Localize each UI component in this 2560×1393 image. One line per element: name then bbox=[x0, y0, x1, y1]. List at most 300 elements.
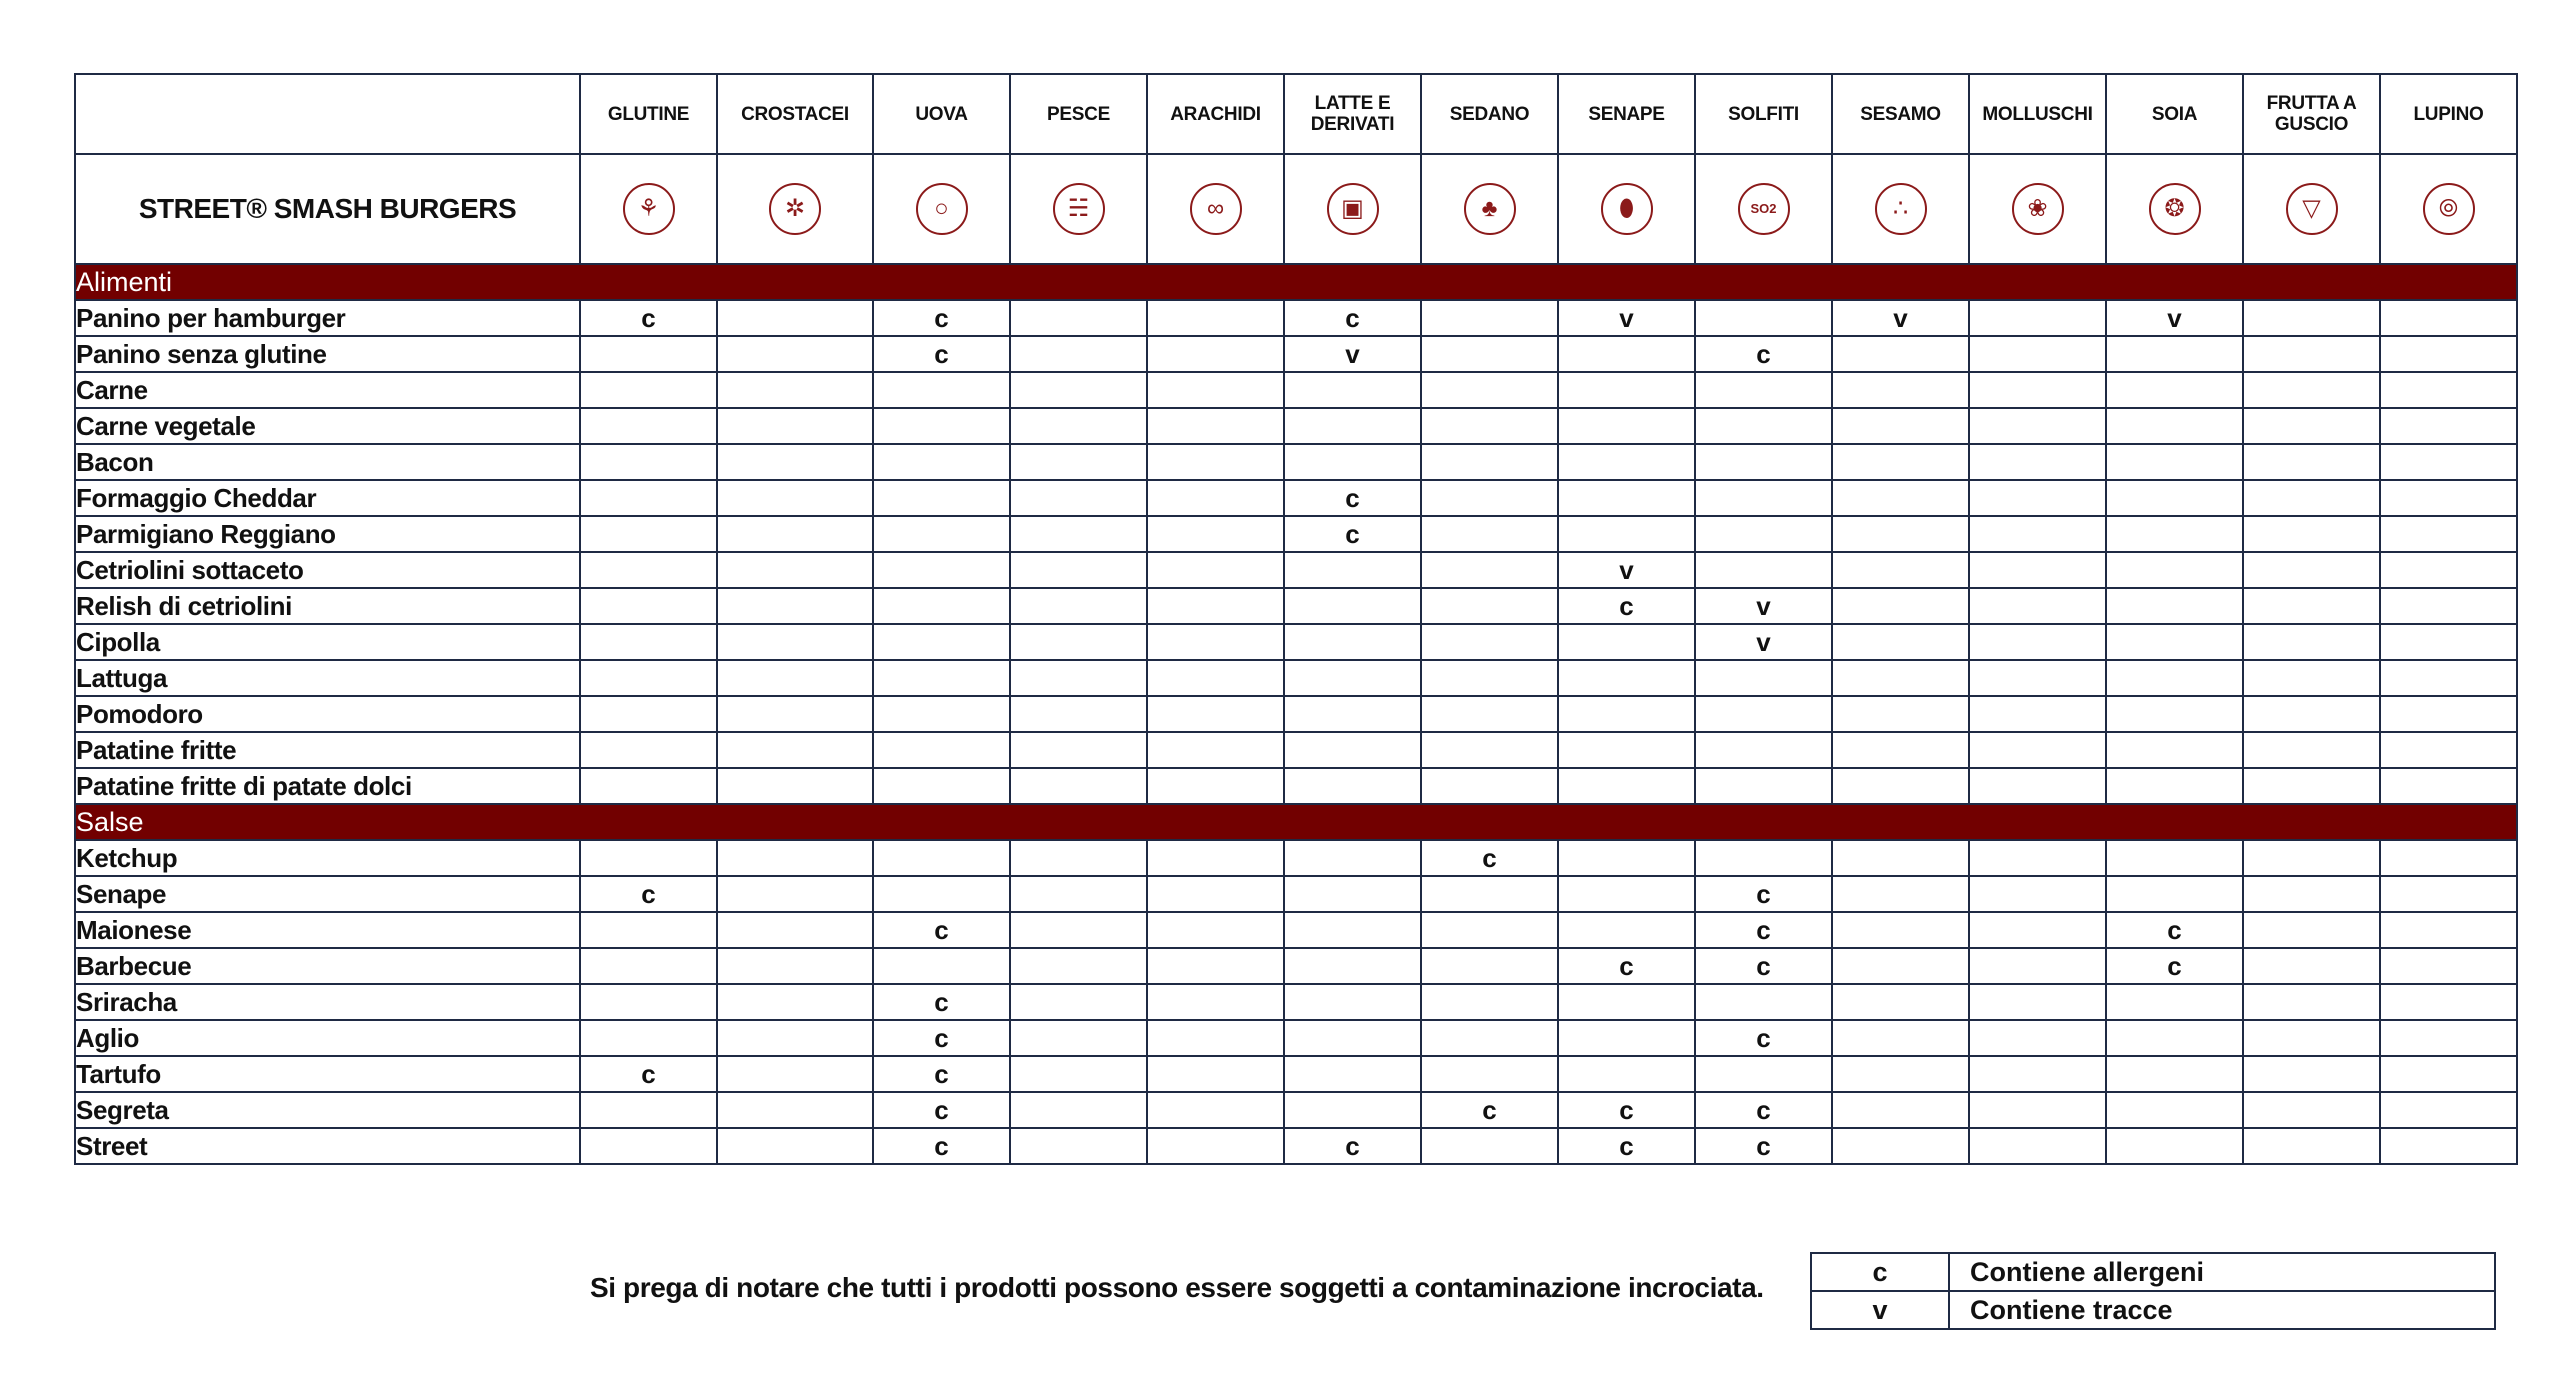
allergen-mark-cell bbox=[1969, 624, 2106, 660]
item-name: Cipolla bbox=[75, 624, 580, 660]
allergen-mark-cell bbox=[717, 1092, 873, 1128]
allergen-mark-cell bbox=[1147, 1020, 1284, 1056]
allergen-mark-cell bbox=[1010, 840, 1147, 876]
allergen-mark-cell bbox=[580, 768, 717, 804]
allergen-mark-cell bbox=[2106, 660, 2243, 696]
allergen-mark-cell bbox=[717, 624, 873, 660]
item-name: Panino senza glutine bbox=[75, 336, 580, 372]
allergen-mark-cell bbox=[1010, 588, 1147, 624]
allergen-mark-cell bbox=[1421, 732, 1558, 768]
table-row bbox=[75, 984, 2517, 1020]
allergen-mark-cell bbox=[2243, 1128, 2380, 1164]
allergen-mark-cell bbox=[1421, 984, 1558, 1020]
allergen-mark-cell bbox=[2106, 336, 2243, 372]
allergen-mark-cell bbox=[1284, 912, 1421, 948]
allergen-mark-cell bbox=[1284, 624, 1421, 660]
allergen-mark-cell bbox=[1421, 768, 1558, 804]
allergen-mark-cell bbox=[1421, 336, 1558, 372]
legend-text: Contiene allergeni bbox=[1949, 1253, 2495, 1291]
allergen-mark-cell bbox=[2106, 1056, 2243, 1092]
allergen-mark-cell bbox=[1558, 660, 1695, 696]
allergen-mark-cell bbox=[1010, 444, 1147, 480]
so2-icon: SO2 bbox=[1738, 183, 1790, 235]
allergen-header-lupino: LUPINO bbox=[2380, 74, 2517, 154]
egg-icon: ○ bbox=[916, 183, 968, 235]
allergen-mark-cell bbox=[2243, 1020, 2380, 1056]
allergen-mark-cell bbox=[580, 1128, 717, 1164]
allergen-mark-cell bbox=[2106, 732, 2243, 768]
allergen-mark-cell bbox=[717, 948, 873, 984]
allergen-mark-cell bbox=[1969, 840, 2106, 876]
allergen-mark-cell bbox=[1147, 948, 1284, 984]
allergen-mark-cell bbox=[1010, 516, 1147, 552]
allergen-mark-cell bbox=[1284, 768, 1421, 804]
allergen-mark-cell bbox=[1147, 336, 1284, 372]
allergen-mark-cell bbox=[1010, 660, 1147, 696]
allergen-mark-cell bbox=[1832, 840, 1969, 876]
mustard-drop-icon: ⬮ bbox=[1601, 183, 1653, 235]
allergen-mark-cell bbox=[717, 372, 873, 408]
allergen-mark-cell bbox=[580, 660, 717, 696]
table-row bbox=[75, 948, 2517, 984]
allergen-mark-cell bbox=[717, 732, 873, 768]
allergen-mark-cell bbox=[1832, 336, 1969, 372]
legend-symbol: v bbox=[1811, 1291, 1949, 1329]
allergen-mark-cell bbox=[1421, 912, 1558, 948]
allergen-header-arachidi: ARACHIDI bbox=[1147, 74, 1284, 154]
allergen-mark-cell bbox=[1832, 1020, 1969, 1056]
allergen-icon-cell bbox=[1010, 154, 1147, 264]
allergen-icon-cell bbox=[2380, 154, 2517, 264]
allergen-mark-cell bbox=[1558, 912, 1695, 948]
section-title: Alimenti bbox=[75, 264, 2517, 300]
allergen-mark-cell bbox=[717, 444, 873, 480]
allergen-mark-cell bbox=[1832, 1056, 1969, 1092]
allergen-mark-cell bbox=[873, 588, 1010, 624]
allergen-mark-cell bbox=[1695, 660, 1832, 696]
allergen-mark-cell bbox=[2106, 876, 2243, 912]
item-name: Lattuga bbox=[75, 660, 580, 696]
table-row bbox=[75, 768, 2517, 804]
allergen-mark-cell: c bbox=[580, 876, 717, 912]
allergen-header-soia: SOIA bbox=[2106, 74, 2243, 154]
item-name: Carne vegetale bbox=[75, 408, 580, 444]
allergen-mark-cell bbox=[2380, 948, 2517, 984]
legend-row bbox=[1811, 1291, 2495, 1329]
allergen-icon-cell bbox=[1558, 154, 1695, 264]
allergen-mark-cell bbox=[1147, 480, 1284, 516]
allergen-mark-cell bbox=[1695, 696, 1832, 732]
allergen-icon-row bbox=[75, 154, 2517, 264]
allergen-mark-cell bbox=[717, 516, 873, 552]
soy-icon: ❂ bbox=[2149, 183, 2201, 235]
allergen-mark-cell bbox=[2106, 408, 2243, 444]
allergen-mark-cell bbox=[2243, 588, 2380, 624]
allergen-mark-cell bbox=[1558, 984, 1695, 1020]
brand-title: STREET® SMASH BURGERS bbox=[75, 154, 580, 264]
legend-symbol: c bbox=[1811, 1253, 1949, 1291]
allergen-mark-cell bbox=[1832, 660, 1969, 696]
allergen-mark-cell bbox=[1695, 552, 1832, 588]
table-row bbox=[75, 1056, 2517, 1092]
allergen-mark-cell bbox=[873, 408, 1010, 444]
allergen-mark-cell bbox=[580, 732, 717, 768]
allergen-mark-cell bbox=[2380, 876, 2517, 912]
allergen-mark-cell bbox=[580, 516, 717, 552]
allergen-mark-cell bbox=[2243, 552, 2380, 588]
allergen-mark-cell bbox=[1147, 624, 1284, 660]
allergen-mark-cell bbox=[1010, 1128, 1147, 1164]
allergen-mark-cell: c bbox=[873, 1020, 1010, 1056]
allergen-mark-cell bbox=[1558, 1056, 1695, 1092]
allergen-mark-cell bbox=[1147, 516, 1284, 552]
allergen-mark-cell bbox=[1147, 768, 1284, 804]
allergen-mark-cell bbox=[2380, 660, 2517, 696]
allergen-mark-cell bbox=[1969, 912, 2106, 948]
allergen-mark-cell bbox=[2380, 1056, 2517, 1092]
allergen-mark-cell bbox=[1147, 732, 1284, 768]
allergen-mark-cell bbox=[2243, 840, 2380, 876]
milk-icon: ▣ bbox=[1327, 183, 1379, 235]
allergen-mark-cell: c bbox=[1284, 300, 1421, 336]
item-name: Relish di cetriolini bbox=[75, 588, 580, 624]
allergen-mark-cell bbox=[2106, 444, 2243, 480]
item-name: Formaggio Cheddar bbox=[75, 480, 580, 516]
allergen-mark-cell bbox=[1421, 1020, 1558, 1056]
allergen-mark-cell bbox=[1832, 480, 1969, 516]
allergen-mark-cell bbox=[2243, 444, 2380, 480]
allergen-mark-cell bbox=[2106, 1128, 2243, 1164]
allergen-icon-cell bbox=[873, 154, 1010, 264]
allergen-mark-cell bbox=[2106, 516, 2243, 552]
allergen-mark-cell bbox=[1010, 408, 1147, 444]
allergen-mark-cell bbox=[1695, 444, 1832, 480]
table-row bbox=[75, 588, 2517, 624]
allergen-mark-cell bbox=[873, 876, 1010, 912]
allergen-mark-cell bbox=[717, 876, 873, 912]
allergen-mark-cell bbox=[2243, 300, 2380, 336]
table-row bbox=[75, 1128, 2517, 1164]
allergen-mark-cell bbox=[1558, 372, 1695, 408]
allergen-mark-cell: v bbox=[1558, 300, 1695, 336]
allergen-mark-cell bbox=[580, 840, 717, 876]
section-header-row bbox=[75, 264, 2517, 300]
allergen-mark-cell bbox=[1695, 480, 1832, 516]
nut-icon: ▽ bbox=[2286, 183, 2338, 235]
allergen-mark-cell bbox=[1147, 1128, 1284, 1164]
item-name: Sriracha bbox=[75, 984, 580, 1020]
allergen-mark-cell bbox=[2380, 732, 2517, 768]
allergen-mark-cell bbox=[1832, 1128, 1969, 1164]
allergen-mark-cell bbox=[2243, 480, 2380, 516]
allergen-mark-cell: c bbox=[1558, 1128, 1695, 1164]
allergen-mark-cell bbox=[1969, 948, 2106, 984]
allergen-mark-cell bbox=[717, 1056, 873, 1092]
allergen-mark-cell bbox=[1284, 1092, 1421, 1128]
allergen-mark-cell bbox=[2243, 624, 2380, 660]
allergen-mark-cell: c bbox=[1421, 1092, 1558, 1128]
allergen-mark-cell bbox=[1010, 1092, 1147, 1128]
allergen-mark-cell bbox=[1010, 876, 1147, 912]
allergen-mark-cell bbox=[2106, 696, 2243, 732]
allergen-mark-cell bbox=[1284, 588, 1421, 624]
celery-icon: ♣ bbox=[1464, 183, 1516, 235]
allergen-mark-cell bbox=[1695, 300, 1832, 336]
item-name: Barbecue bbox=[75, 948, 580, 984]
allergen-mark-cell bbox=[1969, 660, 2106, 696]
allergen-mark-cell bbox=[1147, 1056, 1284, 1092]
item-name: Parmigiano Reggiano bbox=[75, 516, 580, 552]
allergen-mark-cell bbox=[1969, 1092, 2106, 1128]
item-name: Panino per hamburger bbox=[75, 300, 580, 336]
allergen-mark-cell bbox=[1010, 624, 1147, 660]
allergen-mark-cell bbox=[873, 516, 1010, 552]
allergen-mark-cell bbox=[2380, 1092, 2517, 1128]
allergen-mark-cell bbox=[873, 552, 1010, 588]
allergen-mark-cell bbox=[2243, 948, 2380, 984]
allergen-mark-cell bbox=[1695, 984, 1832, 1020]
allergen-mark-cell bbox=[2380, 552, 2517, 588]
item-name: Patatine fritte bbox=[75, 732, 580, 768]
table-row bbox=[75, 552, 2517, 588]
allergen-mark-cell bbox=[1147, 408, 1284, 444]
allergen-mark-cell bbox=[717, 912, 873, 948]
allergen-mark-cell bbox=[873, 660, 1010, 696]
allergen-mark-cell bbox=[717, 552, 873, 588]
allergen-mark-cell: c bbox=[873, 336, 1010, 372]
allergen-mark-cell bbox=[717, 768, 873, 804]
allergen-mark-cell: c bbox=[873, 1056, 1010, 1092]
allergen-mark-cell: c bbox=[1558, 1092, 1695, 1128]
item-name: Ketchup bbox=[75, 840, 580, 876]
allergen-mark-cell bbox=[2243, 336, 2380, 372]
allergen-mark-cell bbox=[2106, 480, 2243, 516]
allergen-mark-cell: v bbox=[1695, 588, 1832, 624]
allergen-mark-cell bbox=[1832, 948, 1969, 984]
allergen-mark-cell bbox=[2106, 768, 2243, 804]
table-row bbox=[75, 624, 2517, 660]
allergen-mark-cell bbox=[873, 696, 1010, 732]
allergen-mark-cell: c bbox=[1695, 1128, 1832, 1164]
allergen-mark-cell bbox=[1558, 444, 1695, 480]
allergen-mark-cell bbox=[717, 840, 873, 876]
allergen-mark-cell bbox=[1558, 516, 1695, 552]
allergen-mark-cell bbox=[1147, 588, 1284, 624]
allergen-mark-cell bbox=[1558, 1020, 1695, 1056]
item-name: Bacon bbox=[75, 444, 580, 480]
table-row bbox=[75, 732, 2517, 768]
allergen-mark-cell bbox=[2380, 372, 2517, 408]
allergen-mark-cell bbox=[1558, 696, 1695, 732]
allergen-mark-cell bbox=[1010, 912, 1147, 948]
allergen-mark-cell bbox=[2243, 984, 2380, 1020]
allergen-mark-cell bbox=[1147, 876, 1284, 912]
allergen-icon-cell bbox=[1832, 154, 1969, 264]
allergen-mark-cell bbox=[1421, 1128, 1558, 1164]
allergen-mark-cell: c bbox=[873, 1128, 1010, 1164]
allergen-mark-cell bbox=[1284, 696, 1421, 732]
peanut-icon: ∞ bbox=[1190, 183, 1242, 235]
allergen-mark-cell bbox=[2243, 1056, 2380, 1092]
allergen-mark-cell bbox=[1969, 1020, 2106, 1056]
allergen-mark-cell: c bbox=[873, 300, 1010, 336]
allergen-mark-cell bbox=[580, 624, 717, 660]
allergen-mark-cell bbox=[2243, 372, 2380, 408]
table-row bbox=[75, 372, 2517, 408]
legend-text: Contiene tracce bbox=[1949, 1291, 2495, 1329]
allergen-mark-cell bbox=[1832, 552, 1969, 588]
allergen-mark-cell bbox=[2380, 516, 2517, 552]
allergen-mark-cell bbox=[717, 984, 873, 1020]
allergen-mark-cell bbox=[1421, 480, 1558, 516]
item-name: Pomodoro bbox=[75, 696, 580, 732]
allergen-mark-cell bbox=[580, 480, 717, 516]
table-row bbox=[75, 696, 2517, 732]
allergen-mark-cell bbox=[1284, 408, 1421, 444]
allergen-mark-cell bbox=[1969, 300, 2106, 336]
allergen-mark-cell bbox=[1695, 840, 1832, 876]
allergen-mark-cell bbox=[1832, 732, 1969, 768]
allergen-mark-cell bbox=[1832, 984, 1969, 1020]
allergen-mark-cell: c bbox=[580, 300, 717, 336]
item-name: Patatine fritte di patate dolci bbox=[75, 768, 580, 804]
allergen-mark-cell bbox=[2380, 588, 2517, 624]
allergen-header-glutine: GLUTINE bbox=[580, 74, 717, 154]
allergen-icon-cell bbox=[1147, 154, 1284, 264]
allergen-mark-cell bbox=[1969, 336, 2106, 372]
allergen-mark-cell bbox=[1558, 876, 1695, 912]
allergen-mark-cell bbox=[2380, 1020, 2517, 1056]
allergen-mark-cell bbox=[1284, 948, 1421, 984]
allergen-mark-cell bbox=[1284, 660, 1421, 696]
lupin-icon: ⦾ bbox=[2423, 183, 2475, 235]
allergen-mark-cell bbox=[1421, 408, 1558, 444]
allergen-mark-cell bbox=[2106, 588, 2243, 624]
table-row bbox=[75, 300, 2517, 336]
allergen-mark-cell bbox=[1010, 1056, 1147, 1092]
allergen-mark-cell bbox=[1147, 300, 1284, 336]
table-row bbox=[75, 1020, 2517, 1056]
legend-table bbox=[1810, 1252, 2496, 1330]
allergen-mark-cell bbox=[1969, 588, 2106, 624]
allergen-mark-cell bbox=[717, 336, 873, 372]
table-row bbox=[75, 1092, 2517, 1128]
allergen-mark-cell: c bbox=[1558, 588, 1695, 624]
allergen-header-solfiti: SOLFITI bbox=[1695, 74, 1832, 154]
allergen-mark-cell bbox=[717, 660, 873, 696]
allergen-mark-cell bbox=[1284, 1056, 1421, 1092]
allergen-mark-cell bbox=[1421, 948, 1558, 984]
allergen-mark-cell: c bbox=[2106, 912, 2243, 948]
allergen-mark-cell bbox=[1010, 552, 1147, 588]
allergen-mark-cell: c bbox=[1421, 840, 1558, 876]
allergen-mark-cell bbox=[1147, 696, 1284, 732]
allergen-icon-cell bbox=[1421, 154, 1558, 264]
allergen-mark-cell bbox=[2380, 984, 2517, 1020]
allergen-mark-cell bbox=[1832, 588, 1969, 624]
allergen-mark-cell bbox=[1832, 876, 1969, 912]
allergen-mark-cell bbox=[1010, 372, 1147, 408]
allergen-mark-cell bbox=[1832, 1092, 1969, 1128]
allergen-mark-cell bbox=[1695, 372, 1832, 408]
allergen-mark-cell bbox=[1421, 300, 1558, 336]
header-empty-cell bbox=[75, 74, 580, 154]
allergen-mark-cell bbox=[2243, 660, 2380, 696]
allergen-mark-cell: c bbox=[1284, 516, 1421, 552]
allergen-mark-cell bbox=[1558, 732, 1695, 768]
allergen-mark-cell bbox=[1421, 552, 1558, 588]
allergen-mark-cell bbox=[1147, 660, 1284, 696]
item-name: Tartufo bbox=[75, 1056, 580, 1092]
allergen-mark-cell bbox=[1421, 696, 1558, 732]
allergen-mark-cell: v bbox=[2106, 300, 2243, 336]
allergen-mark-cell bbox=[1010, 1020, 1147, 1056]
sesame-icon: ∴ bbox=[1875, 183, 1927, 235]
allergen-mark-cell bbox=[1558, 408, 1695, 444]
allergen-mark-cell bbox=[580, 912, 717, 948]
allergen-mark-cell bbox=[1010, 336, 1147, 372]
allergen-mark-cell bbox=[1421, 444, 1558, 480]
allergen-mark-cell bbox=[1969, 552, 2106, 588]
table-row bbox=[75, 408, 2517, 444]
allergen-mark-cell bbox=[1284, 984, 1421, 1020]
allergen-mark-cell bbox=[1969, 768, 2106, 804]
allergen-mark-cell bbox=[2380, 480, 2517, 516]
allergen-mark-cell bbox=[1969, 1128, 2106, 1164]
allergen-header-pesce: PESCE bbox=[1010, 74, 1147, 154]
allergen-mark-cell bbox=[717, 588, 873, 624]
allergen-mark-cell: v bbox=[1558, 552, 1695, 588]
allergen-mark-cell bbox=[873, 840, 1010, 876]
section-title: Salse bbox=[75, 804, 2517, 840]
allergen-mark-cell bbox=[1558, 480, 1695, 516]
allergen-mark-cell bbox=[580, 372, 717, 408]
allergen-mark-cell bbox=[1421, 1056, 1558, 1092]
allergen-header-latte-e-derivati: LATTE E DERIVATI bbox=[1284, 74, 1421, 154]
allergen-mark-cell bbox=[1421, 588, 1558, 624]
allergen-mark-cell bbox=[1969, 696, 2106, 732]
allergen-mark-cell: v bbox=[1832, 300, 1969, 336]
allergen-mark-cell bbox=[1010, 948, 1147, 984]
allergen-mark-cell bbox=[873, 948, 1010, 984]
table-row bbox=[75, 912, 2517, 948]
allergen-mark-cell bbox=[1421, 372, 1558, 408]
allergen-mark-cell bbox=[2380, 408, 2517, 444]
allergen-mark-cell bbox=[2106, 1020, 2243, 1056]
allergen-mark-cell bbox=[1284, 840, 1421, 876]
allergen-mark-cell bbox=[2243, 768, 2380, 804]
allergen-icon-cell bbox=[1284, 154, 1421, 264]
item-name: Street bbox=[75, 1128, 580, 1164]
allergen-mark-cell bbox=[2380, 768, 2517, 804]
item-name: Cetriolini sottaceto bbox=[75, 552, 580, 588]
allergen-mark-cell bbox=[1695, 768, 1832, 804]
allergen-mark-cell bbox=[1832, 408, 1969, 444]
allergen-mark-cell bbox=[873, 732, 1010, 768]
allergen-mark-cell bbox=[2380, 336, 2517, 372]
allergen-mark-cell bbox=[1832, 444, 1969, 480]
item-name: Carne bbox=[75, 372, 580, 408]
allergen-mark-cell bbox=[1832, 768, 1969, 804]
allergen-mark-cell bbox=[1558, 624, 1695, 660]
item-name: Segreta bbox=[75, 1092, 580, 1128]
allergen-mark-cell: c bbox=[873, 1092, 1010, 1128]
allergen-mark-cell bbox=[2380, 912, 2517, 948]
allergen-mark-cell: v bbox=[1284, 336, 1421, 372]
allergen-mark-cell: c bbox=[1695, 948, 1832, 984]
allergen-mark-cell bbox=[873, 444, 1010, 480]
allergen-mark-cell bbox=[2106, 840, 2243, 876]
